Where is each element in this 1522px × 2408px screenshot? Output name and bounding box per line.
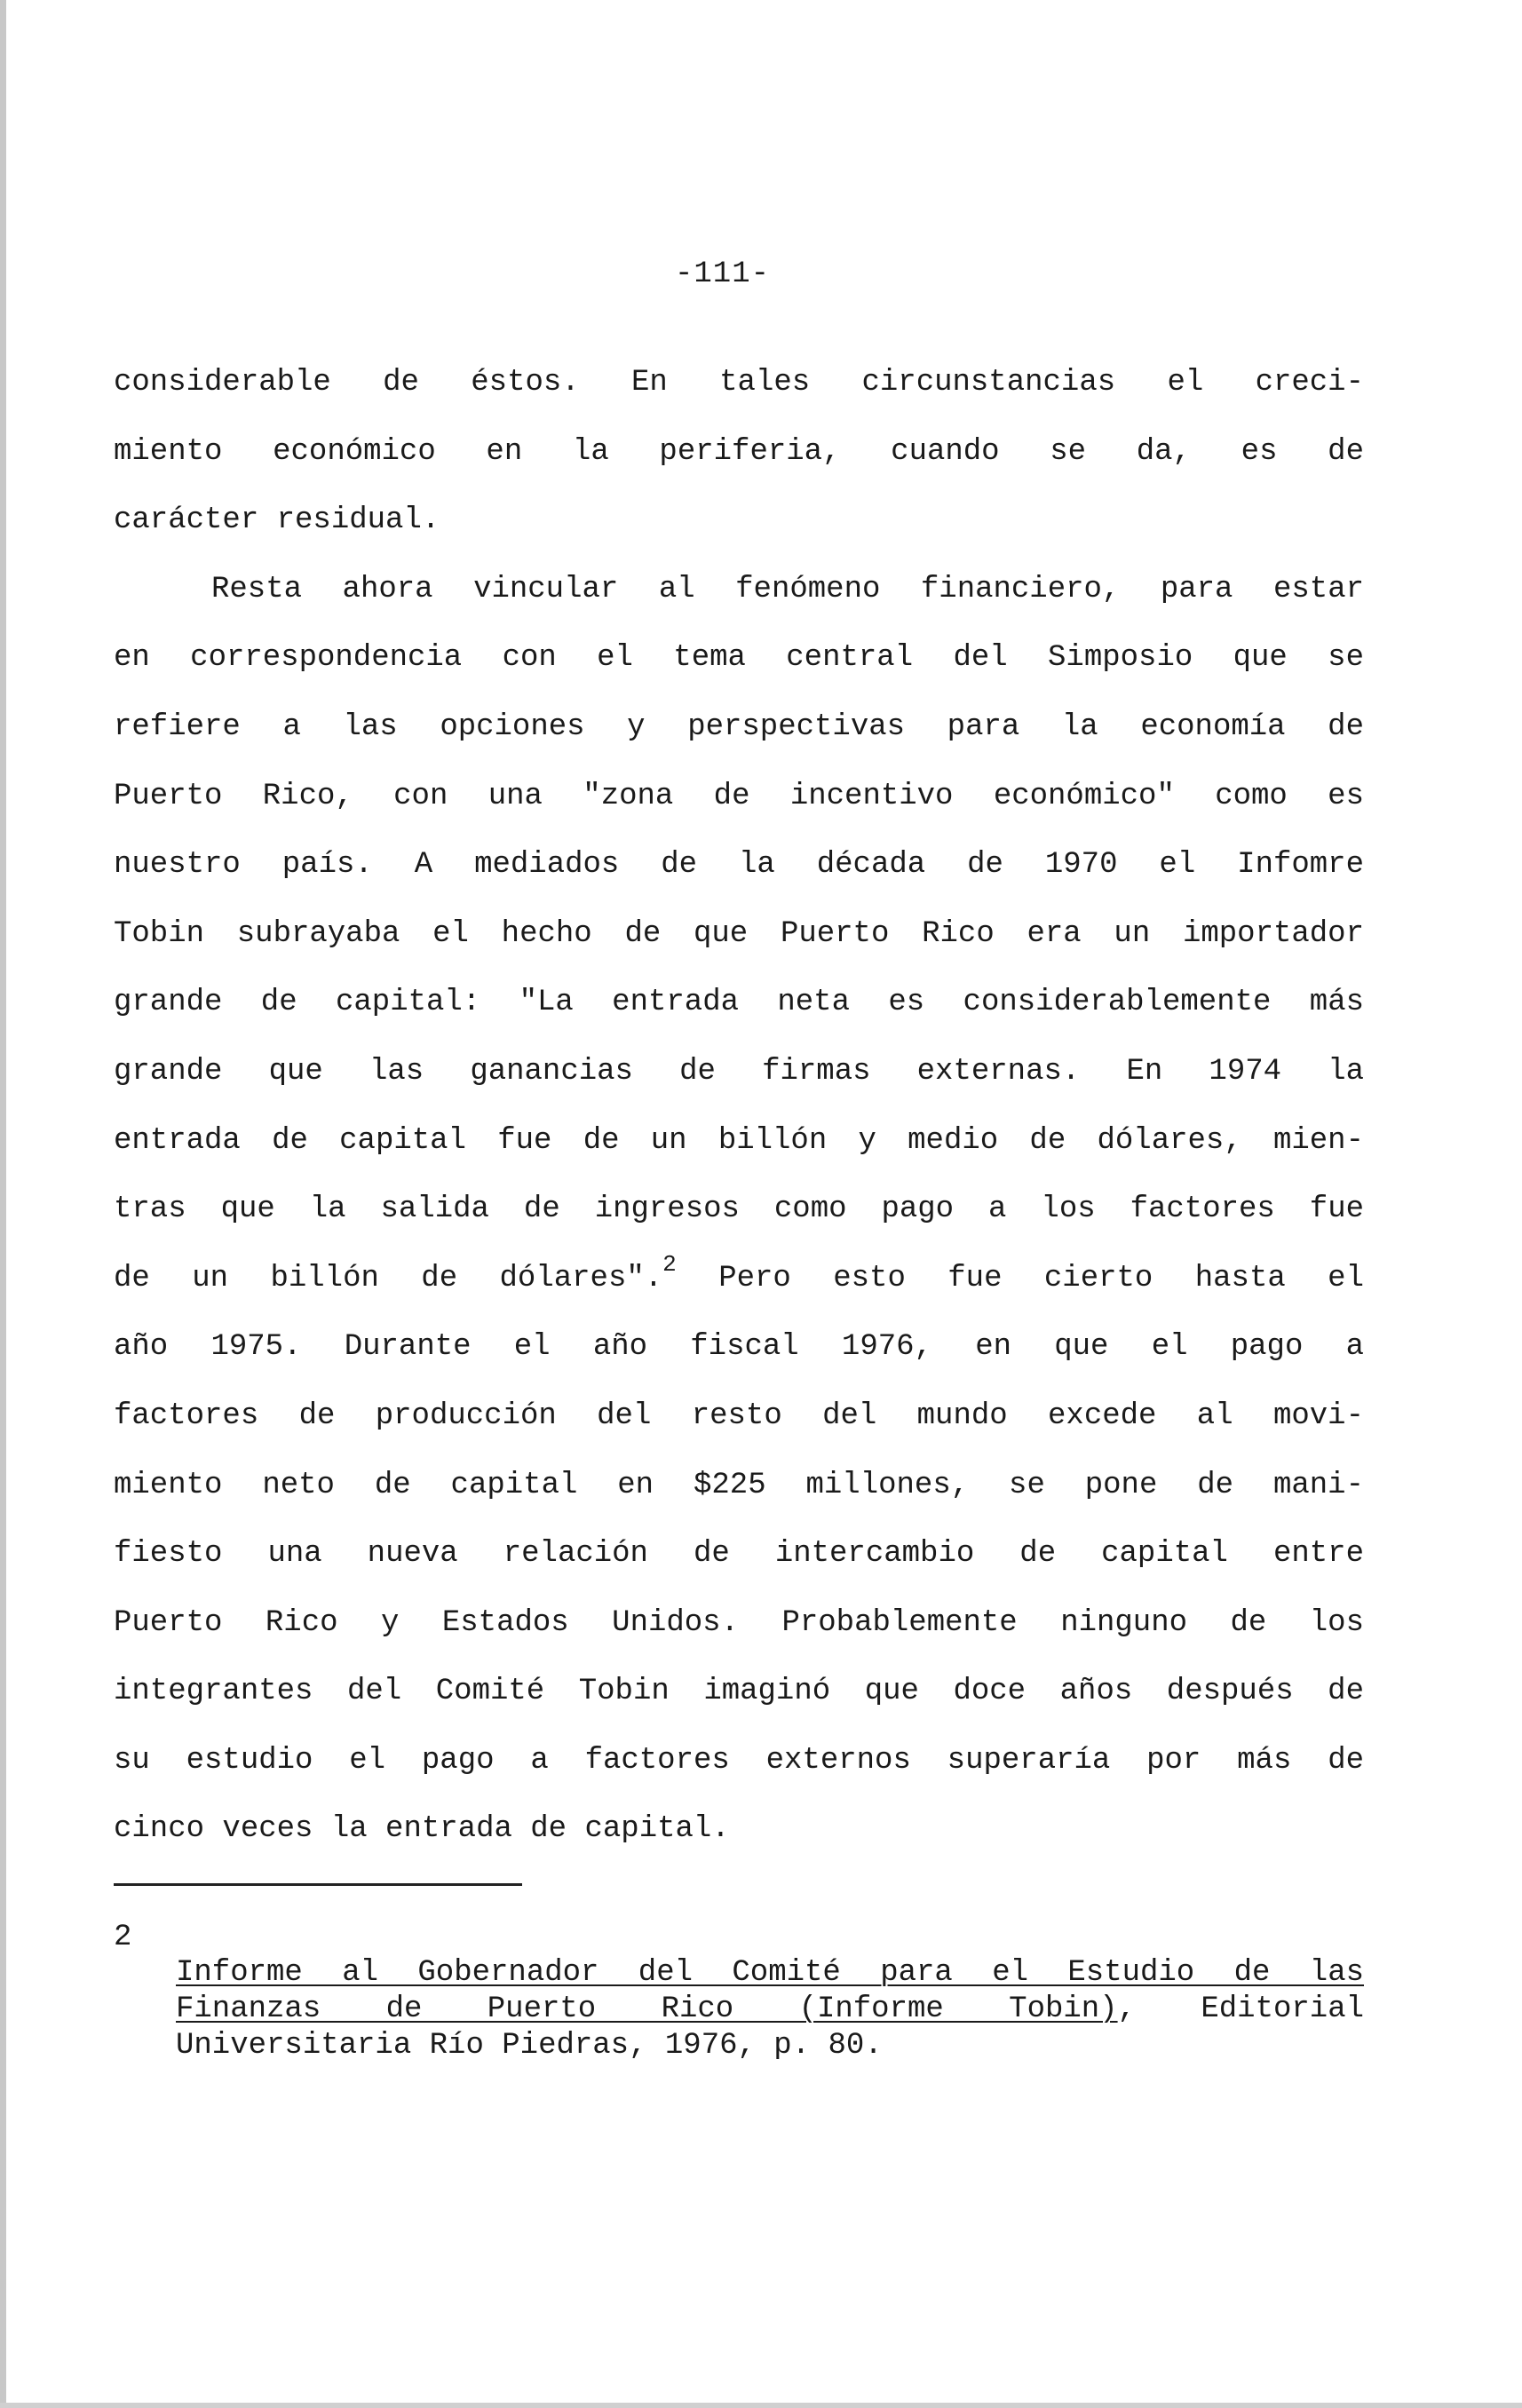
footnote-reference: 2: [662, 1251, 677, 1279]
body-line: su estudio el pago a factores externos superaría por más de: [114, 1743, 1364, 1778]
body-line: fiesto una nueva relación de intercambio de capital entre: [114, 1537, 1364, 1572]
body-line: en correspondencia con el tema central del Simposio que se: [114, 641, 1364, 676]
scan-edge-bottom: [0, 2403, 1522, 2408]
scan-edge-left: [0, 0, 6, 2408]
footnote-text: [176, 1955, 1364, 2064]
body-line: considerable de éstos. En tales circunstancias el creci-: [114, 366, 1364, 400]
footnote-line-rest: , Editorial: [1117, 1992, 1365, 2026]
body-line: refiere a las opciones y perspectivas para la economía de: [114, 709, 1364, 744]
footnote-title-underlined: Finanzas de Puerto Rico (Informe Tobin): [176, 1992, 1118, 2026]
body-line: año 1975. Durante el año fiscal 1976, en que el pago a: [114, 1330, 1364, 1365]
footnote-line: [176, 1992, 1364, 2028]
footnote-line: Informe al Gobernador del Comité para el Estudio de las: [176, 1956, 1364, 1990]
footnote-line: Universitaria Río Piedras, 1976, p. 80.: [176, 2029, 883, 2063]
body-line: carácter residual.: [114, 503, 440, 538]
body-line: factores de producción del resto del mundo excede al movi-: [114, 1398, 1364, 1433]
body-line: nuestro país. A mediados de la década de 1970 el Infomre: [114, 848, 1364, 883]
body-line: Puerto Rico, con una "zona de incentivo económico" como es: [114, 779, 1364, 813]
body-line-with-footnote-ref: [114, 1245, 1364, 1314]
body-line: miento económico en la periferia, cuando se da, es de: [114, 434, 1364, 469]
page-number: -111-: [675, 257, 771, 291]
body-line: entrada de capital fue de un billón y medio de dólares, mien-: [114, 1123, 1364, 1158]
body-line: Resta ahora vincular al fenómeno financiero, para estar: [211, 572, 1364, 606]
body-line: Puerto Rico y Estados Unidos. Probablemente ninguno de los: [114, 1605, 1364, 1640]
body-line: miento neto de capital en $225 millones, se pone de mani-: [114, 1468, 1364, 1502]
body-line: integrantes del Comité Tobin imaginó que doce años después de: [114, 1675, 1364, 1709]
footnote-marker: 2: [114, 1921, 132, 1954]
body-line-segment: Pero esto fue cierto hasta el: [676, 1261, 1364, 1295]
body-line-segment: de un billón de dólares".: [114, 1261, 663, 1295]
body-line: grande de capital: "La entrada neta es considerablemente más: [114, 986, 1364, 1020]
body-line: grande que las ganancias de firmas externas. En 1974 la: [114, 1054, 1364, 1089]
body-text: [114, 349, 1364, 1865]
footnote-separator: [114, 1883, 522, 1886]
body-line: Tobin subrayaba el hecho de que Puerto Rico era un importador: [114, 916, 1364, 951]
body-line: tras que la salida de ingresos como pago a los factores fue: [114, 1192, 1364, 1227]
body-line: cinco veces la entrada de capital.: [114, 1812, 730, 1847]
